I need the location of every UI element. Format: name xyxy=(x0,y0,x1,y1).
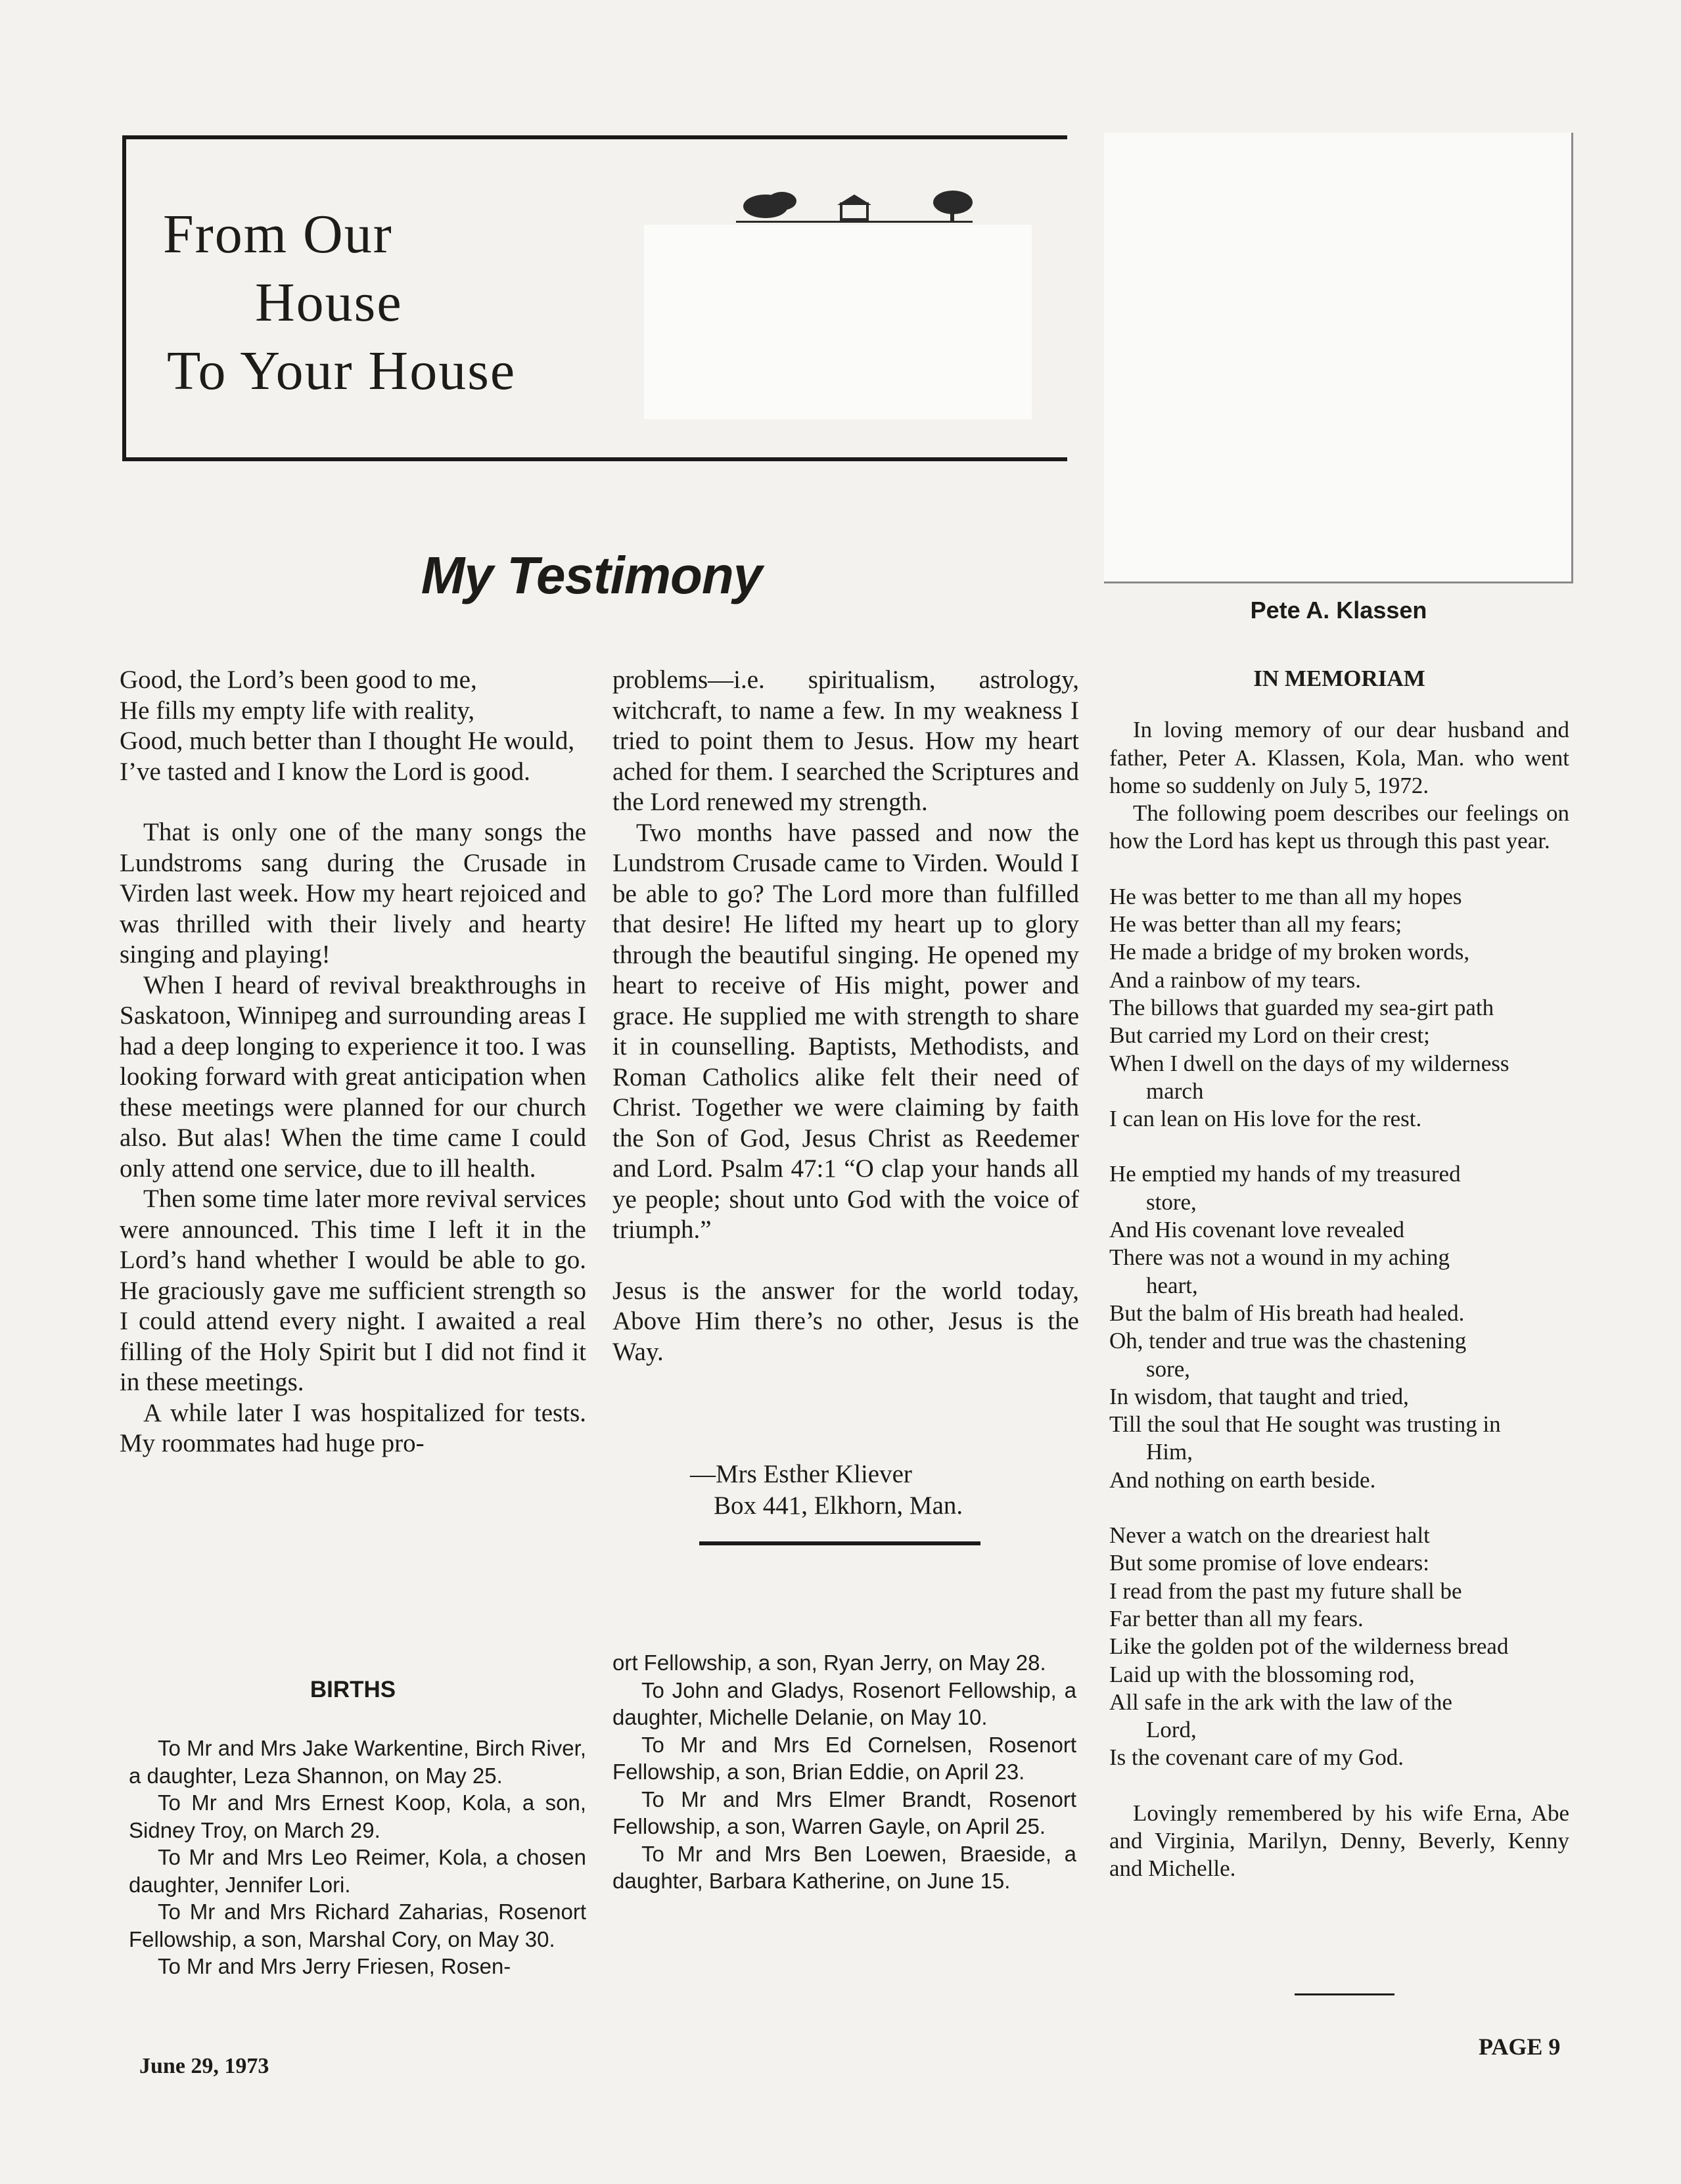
memoriam-heading: IN MEMORIAM xyxy=(1253,666,1425,691)
divider-rule xyxy=(1295,1993,1394,1995)
poem-line: He fills my empty life with reality, xyxy=(120,696,475,725)
article-paragraph: That is only one of the many songs the Lundstroms sang during the Crusade in Virden last week. How my heart rejoiced and was thrilled with their lively and hearty singing and playing! xyxy=(120,818,586,968)
poem-line: In wisdom, that taught and tried, xyxy=(1109,1383,1409,1409)
memoriam-intro-2: The following poem describes our feelings on how the Lord has kept us through this past year. xyxy=(1109,800,1569,854)
birth-entry: To Mr and Mrs Ben Loewen, Braeside, a daughter, Barbara Katherine, on June 15. xyxy=(612,1841,1076,1893)
article-paragraph: When I heard of revival breakthroughs in Saskatoon, Winnipeg and surrounding areas I had a deep longing to experience it too. I was looking forward with great anticipation when these meetings were planned for our church also. But alas! When the time came I could only attend one service, due to ill health. xyxy=(120,970,586,1183)
poem-line: Far better than all my fears. xyxy=(1109,1605,1364,1631)
poem-line: Good, the Lord’s been good to me, xyxy=(120,666,477,694)
memoriam-column xyxy=(1109,665,1569,1883)
poem-line: Him, xyxy=(1146,1439,1193,1465)
birth-entry: ort Fellowship, a son, Ryan Jerry, on May 28. xyxy=(612,1650,1046,1675)
article-paragraph: Then some time later more revival services were announced. This time I left it in the Lord’s hand whether I would be able to go. He graciously gave me sufficient strength so I could attend every night. I awaited a real filling of the Holy Spirit but I did not find it in these meetings. xyxy=(120,1185,586,1396)
page-number: PAGE 9 xyxy=(1479,2034,1561,2060)
poem-line: heart, xyxy=(1146,1272,1198,1298)
poem-line: But the balm of His breath had healed. xyxy=(1109,1300,1465,1326)
article-signature xyxy=(690,1459,963,1522)
poem-line: sore, xyxy=(1146,1355,1191,1382)
poem-line: march xyxy=(1146,1078,1204,1104)
masthead-blank-area xyxy=(644,225,1032,419)
birth-entry: To Mr and Mrs Leo Reimer, Kola, a chosen daughter, Jennifer Lori. xyxy=(129,1845,586,1897)
poem-line: store, xyxy=(1146,1189,1197,1215)
poem-line: When I dwell on the days of my wilderness xyxy=(1109,1050,1509,1076)
poem-line: The billows that guarded my sea-girt path xyxy=(1109,994,1494,1020)
poem-line: And His covenant love revealed xyxy=(1109,1217,1405,1243)
birth-entry: To Mr and Mrs Ernest Koop, Kola, a son, Sidney Troy, on March 29. xyxy=(129,1790,586,1842)
photo-caption: Pete A. Klassen xyxy=(1250,597,1427,624)
footer-date: June 29, 1973 xyxy=(139,2054,269,2078)
birth-entry: To Mr and Mrs Ed Cornelsen, Rosenort Fellowship, a son, Brian Eddie, on April 23. xyxy=(612,1732,1076,1784)
births-heading: BIRTHS xyxy=(310,1677,396,1702)
signature-address: Box 441, Elkhorn, Man. xyxy=(714,1491,963,1520)
poem-line: There was not a wound in my aching xyxy=(1109,1244,1450,1271)
birth-entry: To Mr and Mrs Jake Warkentine, Birch River, a daughter, Leza Shannon, on May 25. xyxy=(129,1736,586,1788)
birth-entry: To Mr and Mrs Jerry Friesen, Rosen- xyxy=(158,1954,511,1978)
poem-line: Lord, xyxy=(1146,1717,1197,1743)
poem-line: He was better than all my fears; xyxy=(1109,911,1402,938)
photo-placeholder xyxy=(1104,133,1573,583)
poem-line: But carried my Lord on their crest; xyxy=(1109,1022,1430,1049)
poem-line: I read from the past my future shall be xyxy=(1109,1578,1462,1604)
poem-line: And a rainbow of my tears. xyxy=(1109,967,1361,993)
poem-line: I can lean on His love for the rest. xyxy=(1109,1106,1422,1132)
masthead-line-3: To Your House xyxy=(167,340,517,401)
masthead-line-1: From Our xyxy=(163,204,393,265)
article-paragraph: A while later I was hospitalized for tests. My roommates had huge pro- xyxy=(120,1398,586,1457)
birth-entry: To John and Gladys, Rosenort Fellowship, a daughter, Michelle Delanie, on May 10. xyxy=(612,1677,1076,1729)
poem-line: Till the soul that He sought was trusting in xyxy=(1109,1411,1501,1438)
births-column-1 xyxy=(129,1735,586,1980)
birth-entry: To Mr and Mrs Richard Zaharias, Rosenort Fellowship, a son, Marshal Cory, on May 30. xyxy=(129,1900,586,1951)
poem-line: He made a bridge of my broken words, xyxy=(1109,939,1470,965)
article-paragraph: Jesus is the answer for the world today, Above Him there’s no other, Jesus is the Way. xyxy=(612,1276,1079,1366)
poem-line: Never a watch on the dreariest halt xyxy=(1109,1522,1430,1549)
poem-line: All safe in the ark with the law of the xyxy=(1109,1689,1452,1715)
article-paragraph: problems—i.e. spiritualism, astrology, witchcraft, to name a few. In my weakness I tried to point them to Jesus. How my heart ached for them. I searched the Scriptures and the Lord renewed my strength. xyxy=(612,666,1079,816)
article-column-2 xyxy=(612,665,1079,1367)
births-column-2 xyxy=(612,1649,1076,1895)
signature-name: —Mrs Esther Kliever xyxy=(690,1460,912,1488)
poem-line: Is the covenant care of my God. xyxy=(1109,1744,1404,1771)
birth-entry: To Mr and Mrs Elmer Brandt, Rosenort Fellowship, a son, Warren Gayle, on April 25. xyxy=(612,1786,1076,1838)
poem-line: And nothing on earth beside. xyxy=(1109,1467,1376,1493)
poem-line: Oh, tender and true was the chastening xyxy=(1109,1328,1467,1354)
poem-line: Good, much better than I thought He would, xyxy=(120,727,575,755)
poem-line: Like the golden pot of the wilderness bread xyxy=(1109,1633,1509,1660)
article-column-1 xyxy=(120,665,586,1459)
house-trees-illustration xyxy=(736,188,986,227)
poem-line: He was better to me than all my hopes xyxy=(1109,883,1462,909)
poem-line: But some promise of love endears: xyxy=(1109,1550,1429,1576)
poem-line: I’ve tasted and I know the Lord is good. xyxy=(120,757,530,786)
memoriam-intro: In loving memory of our dear husband and father, Peter A. Klassen, Kola, Man. who went home so suddenly on July 5, 1972. xyxy=(1109,717,1569,798)
article-paragraph: Two months have passed and now the Lundstrom Crusade came to Virden. Would I be able to go? The Lord more than fulfilled that desire! He lifted my heart up to glory through the beautiful singing. He opened my heart to receive of His might, power and grace. He supplied me with strength to share it in counselling. Baptists, Methodists, and Roman Catholics alike felt their need of Christ. Together we were claiming by faith the Son of God, Jesus Christ as Reedemer and Lord. Psalm 47:1 “O clap your hands all ye people; shout unto God with the voice of triumph.” xyxy=(612,818,1079,1244)
poem-line: He emptied my hands of my treasured xyxy=(1109,1161,1461,1187)
masthead-line-2: House xyxy=(255,272,403,333)
poem-line: Laid up with the blossoming rod, xyxy=(1109,1661,1415,1687)
article-title: My Testimony xyxy=(421,546,762,604)
memoriam-closing: Lovingly remembered by his wife Erna, Abe and Virginia, Marilyn, Denny, Beverly, Kenny and Michelle. xyxy=(1109,1800,1569,1882)
divider-rule xyxy=(699,1541,980,1545)
